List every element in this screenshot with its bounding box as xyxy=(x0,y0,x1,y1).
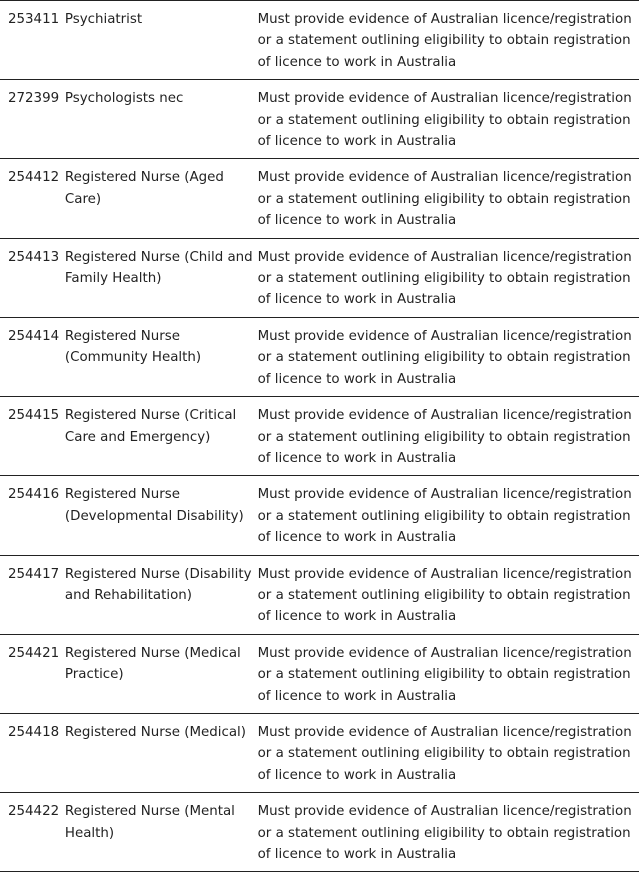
occupation-title: Registered Nurse (Medical Practice) xyxy=(65,634,258,713)
occupation-requirement: Must provide evidence of Australian licence/registration or a statement outlining eligibility to obtain registration of licence to work in Australia xyxy=(258,1,639,80)
occupation-title: Registered Nurse (Aged Care) xyxy=(65,159,258,238)
occupation-code: 254422 xyxy=(0,793,65,872)
occupation-code: 254416 xyxy=(0,476,65,555)
occupation-requirement: Must provide evidence of Australian licence/registration or a statement outlining eligibility to obtain registration of licence to work in Australia xyxy=(258,238,639,317)
table-row xyxy=(0,397,639,476)
occupation-code: 254415 xyxy=(0,397,65,476)
table-row xyxy=(0,159,639,238)
occupation-code: 254412 xyxy=(0,159,65,238)
occupation-title: Registered Nurse (Medical) xyxy=(65,713,258,792)
occupation-title: Registered Nurse (Mental Health) xyxy=(65,793,258,872)
occupation-code: 272399 xyxy=(0,80,65,159)
occupation-code: 254414 xyxy=(0,317,65,396)
table-row xyxy=(0,634,639,713)
occupation-requirement: Must provide evidence of Australian licence/registration or a statement outlining eligibility to obtain registration of licence to work in Australia xyxy=(258,713,639,792)
table-row xyxy=(0,238,639,317)
occupation-code: 254418 xyxy=(0,713,65,792)
table-row xyxy=(0,1,639,80)
table-row xyxy=(0,713,639,792)
occupation-requirement: Must provide evidence of Australian licence/registration or a statement outlining eligibility to obtain registration of licence to work in Australia xyxy=(258,555,639,634)
occupation-requirement: Must provide evidence of Australian licence/registration or a statement outlining eligibility to obtain registration of licence to work in Australia xyxy=(258,397,639,476)
occupation-code: 254413 xyxy=(0,238,65,317)
occupation-code: 253411 xyxy=(0,1,65,80)
occupation-title: Registered Nurse (Critical Care and Emergency) xyxy=(65,397,258,476)
occupation-title: Registered Nurse (Developmental Disability) xyxy=(65,476,258,555)
occupation-requirement: Must provide evidence of Australian licence/registration or a statement outlining eligibility to obtain registration of licence to work in Australia xyxy=(258,159,639,238)
table-row xyxy=(0,80,639,159)
table-row xyxy=(0,317,639,396)
occupation-requirement: Must provide evidence of Australian licence/registration or a statement outlining eligibility to obtain registration of licence to work in Australia xyxy=(258,793,639,872)
occupation-title: Registered Nurse (Disability and Rehabilitation) xyxy=(65,555,258,634)
occupation-requirement: Must provide evidence of Australian licence/registration or a statement outlining eligibility to obtain registration of licence to work in Australia xyxy=(258,80,639,159)
occupation-title: Registered Nurse (Community Health) xyxy=(65,317,258,396)
occupation-code: 254417 xyxy=(0,555,65,634)
occupation-title: Registered Nurse (Child and Family Health) xyxy=(65,238,258,317)
occupation-title: Psychiatrist xyxy=(65,1,258,80)
table-row xyxy=(0,793,639,872)
occupation-requirement: Must provide evidence of Australian licence/registration or a statement outlining eligibility to obtain registration of licence to work in Australia xyxy=(258,317,639,396)
table-row xyxy=(0,476,639,555)
occupation-requirement: Must provide evidence of Australian licence/registration or a statement outlining eligibility to obtain registration of licence to work in Australia xyxy=(258,634,639,713)
occupation-code: 254421 xyxy=(0,634,65,713)
occupation-table-body xyxy=(0,1,639,872)
table-row xyxy=(0,555,639,634)
occupation-requirement: Must provide evidence of Australian licence/registration or a statement outlining eligibility to obtain registration of licence to work in Australia xyxy=(258,476,639,555)
occupation-title: Psychologists nec xyxy=(65,80,258,159)
